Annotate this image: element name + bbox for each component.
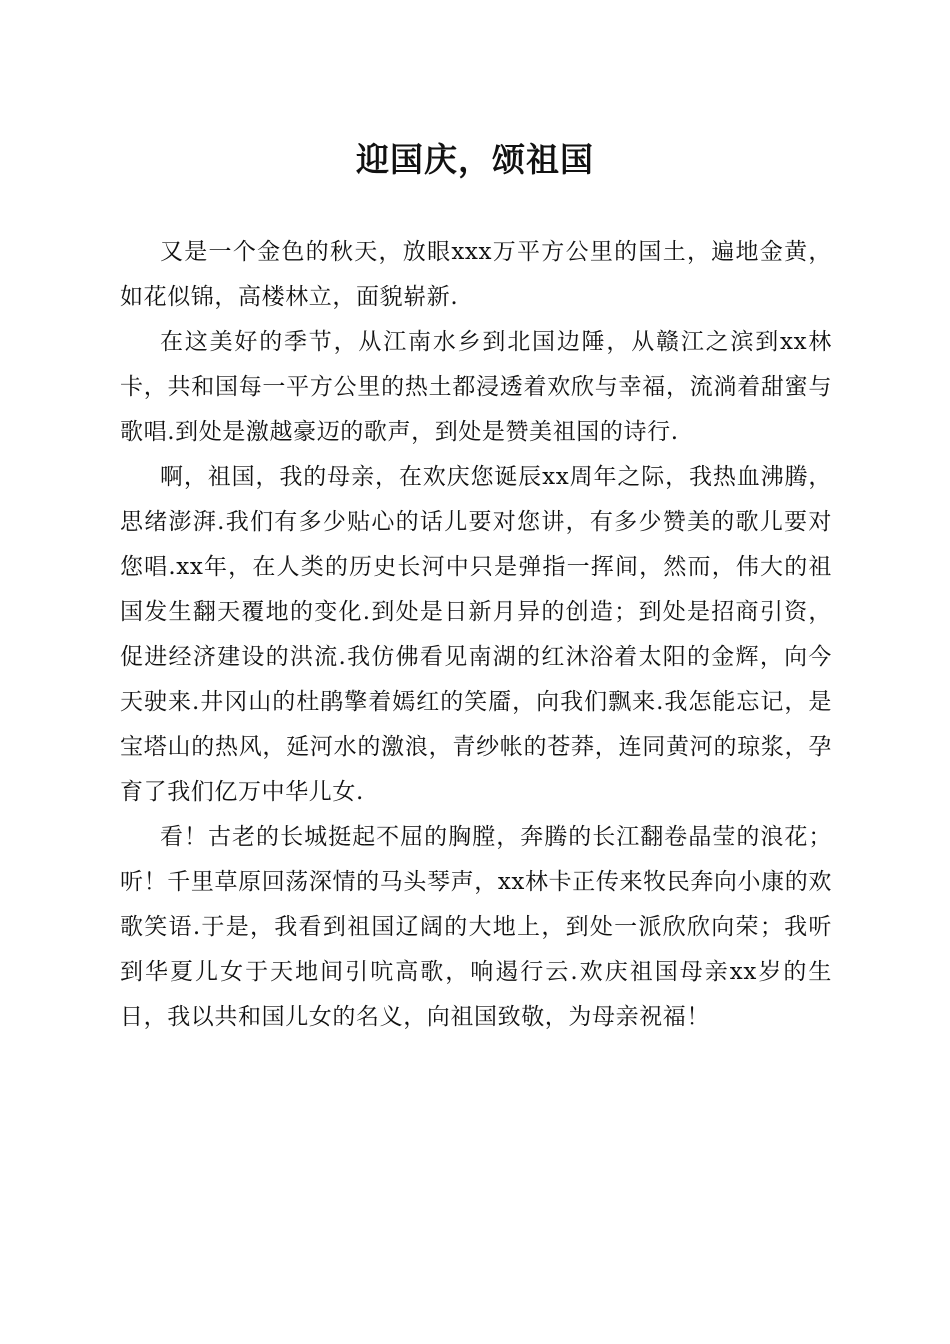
paragraph-3: 啊，祖国，我的母亲，在欢庆您诞辰xx周年之际，我热血沸腾，思绪澎湃.我们有多少贴心的话儿要对您讲，有多少赞美的歌儿要对您唱.xx年，在人类的历史长河中只是弹指一挥间，然而，伟大的祖国发生翻天覆地的变化.到处是日新月异的创造；到处是招商引资，促进经济建设的洪流.我仿佛看见南湖的红沐浴着太阳的金辉，向今天驶来.井冈山的杜鹃擎着嫣红的笑靥，向我们飘来.我怎能忘记，是宝塔山的热风，延河水的激浪，青纱帐的苍莽，连同黄河的琼浆，孕育了我们亿万中华儿女. [120, 464, 832, 805]
paragraph-2: 在这美好的季节，从江南水乡到北国边陲，从赣江之滨到xx林卡，共和国每一平方公里的热土都浸透着欢欣与幸福，流淌着甜蜜与歌唱.到处是激越豪迈的歌声，到处是赞美祖国的诗行. [120, 329, 832, 445]
document-title: 迎国庆，颂祖国 [356, 140, 594, 179]
paragraph-4: 看！古老的长城挺起不屈的胸膛，奔腾的长江翻卷晶莹的浪花；听！千里草原回荡深情的马头琴声，xx林卡正传来牧民奔向小康的欢歌笑语.于是，我看到祖国辽阔的大地上，到处一派欣欣向荣；我听到华夏儿女于天地间引吭高歌，响遏行云.欢庆祖国母亲xx岁的生日，我以共和国儿女的名义，向祖国致敬，为母亲祝福！ [120, 824, 832, 1030]
document-body [120, 230, 832, 1040]
paragraph-1: 又是一个金色的秋天，放眼xxx万平方公里的国土，遍地金黄，如花似锦，高楼林立，面貌崭新. [120, 239, 832, 310]
